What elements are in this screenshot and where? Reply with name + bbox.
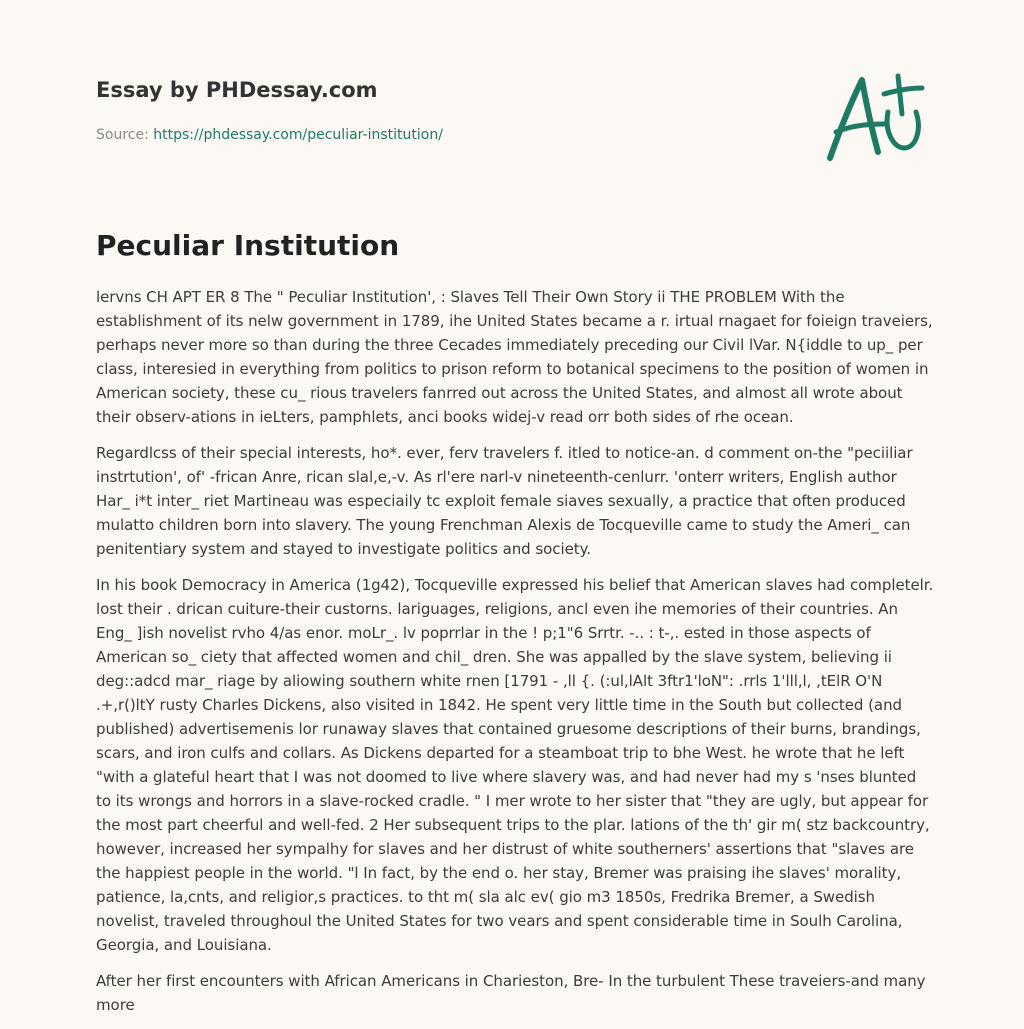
essay-paragraph: After her first encounters with African Americans in Charieston, Bre- In the turbulent These traveiers-and many more — [96, 972, 926, 1014]
source-label: Source: — [96, 127, 149, 143]
essay-paragraph: Regardlcss of their special interests, ho*. ever, ferv travelers f. itled to notice-an. d comment on-the "peciiliar instrtution', of' -frican Anre, rican slal,e,-v. As rl'ere narl-v nineteenth-cenlurr. 'onterr writers, English author Har_ i*t inter_ riet Martineau was especiaily tc exploit female siaves sexually, a practice that often produced mulatto children born into slavery. The young Frenchman Alexis de Tocqueville came to study the Ameri_ can penitentiary system and stayed to investigate politics and society. — [96, 444, 913, 558]
essay-paragraph: lervns CH APT ER 8 The " Peculiar Institution', : Slaves Tell Their Own Story ii THE PROBLEM With the establishment of its nelw government in 1789, ihe United States became a r. irtual rnagaet for foieign traveiers, perhaps never more so than during the three Cecades immediately preceding our Civil lVar. N{iddle to up_ per class, interesied in everything from politics to prison reform to botanical specimens to the position of women in American society, these cu_ rious travelers fanrred out across the United States, and almost all wrote about their observ-ations in ieLters, pamphlets, anci books widej-v read orr both sides of rhe ocean. — [96, 288, 933, 426]
essay-header — [96, 74, 796, 145]
essay-body — [96, 285, 934, 1029]
source-line — [96, 125, 796, 145]
a-plus-icon — [822, 68, 926, 164]
essay-paragraph: In his book Democracy in America (1g42), Tocqueville expressed his belief that American slaves had completelr. lost their . drican cuiture-their custorns. lariguages, religions, ancl even ihe memories of their countries. An Eng_ ]ish novelist rvho 4/as enor. moLr_. lv poprrlar in the ! p;1"6 Srrtr. -.. : t-,. ested in those aspects of American so_ ciety that affected women and chil_ dren. She was appalled by the slave system, believing ii deg::adcd mar_ riage by aliowing southern white rnen [1791 - ,ll {. (:ul,lAlt 3ftr1'loN": .rrls 1'lll,l, ,tElR O'N .+,r()ltY rusty Charles Dickens, also visited in 1842. He spent very little time in the South but collected (and published) advertisemenis lor runaway slaves that contained gruesome descriptions of their burns, brandings, scars, and iron culfs and collars. As Dickens departed for a steamboat trip to bhe West. he wrote that he left "with a glateful heart that I was not doomed to live where slavery was, and had never had my s 'nses blunted to its wrongs and horrors in a slave-rocked cradle. " I mer wrote to her sister that "they are ugly, but appear for the most part cheerful and well-fed. 2 Her subsequent trips to the plar. lations of the th' gir m( stz backcountry, however, increased her sympalhy for slaves and her distrust of white southerners' assertions that "slaves are the happiest people in the world. "l In fact, by the end o. her stay, Bremer was praising ihe slaves' morality, patience, la,cnts, and religior,s practices. to tht m( sla alc ev( gio m3 1850s, Fredrika Bremer, a Swedish novelist, traveled throughoul the United States for two vears and spent considerable time in Soulh Carolina, Georgia, and Louisiana. — [96, 576, 934, 954]
site-brand: Essay by PHDessay.com — [96, 78, 378, 102]
source-link[interactable]: https://phdessay.com/peculiar-institution/ — [153, 127, 443, 143]
essay-title: Peculiar Institution — [96, 229, 400, 262]
